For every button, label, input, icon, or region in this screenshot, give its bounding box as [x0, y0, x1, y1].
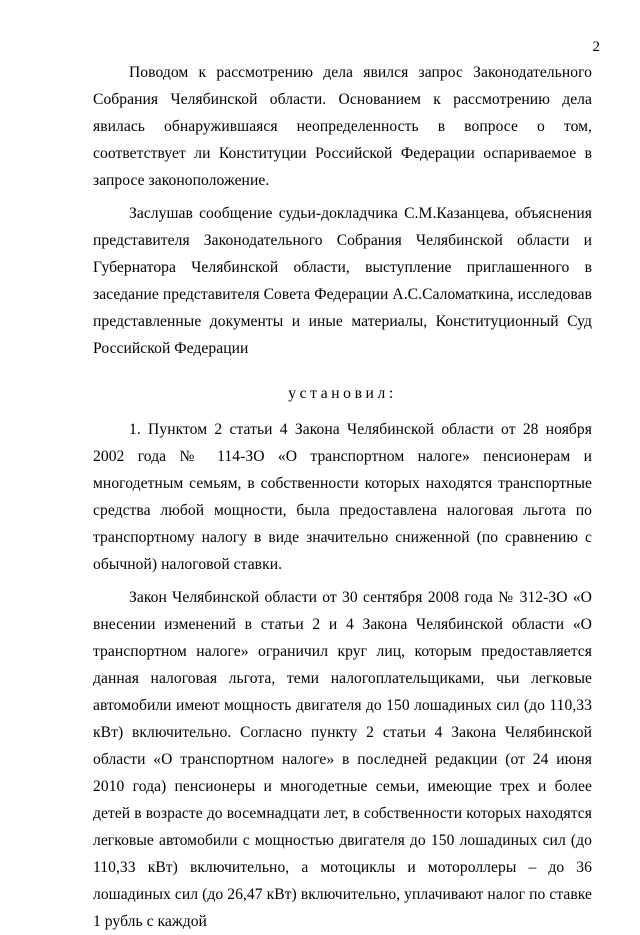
- page-number: 2: [592, 39, 600, 55]
- paragraph-point-1: 1. Пунктом 2 статьи 4 Закона Челябинской области от 28 ноября 2002 года № 114-ЗО «О транспортном налоге» пенсионерам и многодетным семьям, в собственности которых находятся транспортные средства любой мощности, была предоставлена налоговая льгота по транспортному налогу в виде значительно сниженной (по сравнению с обычной) налоговой ставки.: [93, 421, 592, 573]
- paragraph-hearing: Заслушав сообщение судьи-докладчика С.М.Казанцева, объяснения представителя Законодательного Собрания Челябинской области и Губернатора Челябинской области, выступление приглашенного в заседание представителя Совета Федерации А.С.Саломаткина, исследовав представленные документы и иные материалы, Конституционный Суд Российской Федерации: [93, 205, 592, 357]
- document-body: [93, 59, 592, 935]
- paragraph-grounds: Поводом к рассмотрению дела явился запрос Законодательного Собрания Челябинской области. Основанием к рассмотрению дела явилась обнаружившаяся неопределенность в вопросе о том, соответствует ли Конституции Российской Федерации оспариваемое в запросе законоположение.: [93, 64, 592, 189]
- section-heading: установил:: [288, 385, 397, 402]
- paragraph-law-amendment: Закон Челябинской области от 30 сентября 2008 года № 312-ЗО «О внесении изменений в статьи 2 и 4 Закона Челябинской области «О транспортном налоге» ограничил круг лиц, которым предоставляется данная налоговая льгота, теми налогоплательщиками, чьи легковые автомобили имеют мощность двигателя до 150 лошадиных сил (до 110,33 кВт) включительно. Согласно пункту 2 статьи 4 Закона Челябинской области «О транспортном налоге» в последней редакции (от 24 июня 2010 года) пенсионеры и многодетные семьи, имеющие трех и более детей в возрасте до восемнадцати лет, в собственности которых находятся легковые автомобили с мощностью двигателя до 150 лошадиных сил (до 110,33 кВт) включительно, а мотоциклы и мотороллеры – до 36 лошадиных сил (до 26,47 кВт) включительно, уплачивают налог по ставке 1 рубль с каждой: [93, 589, 592, 930]
